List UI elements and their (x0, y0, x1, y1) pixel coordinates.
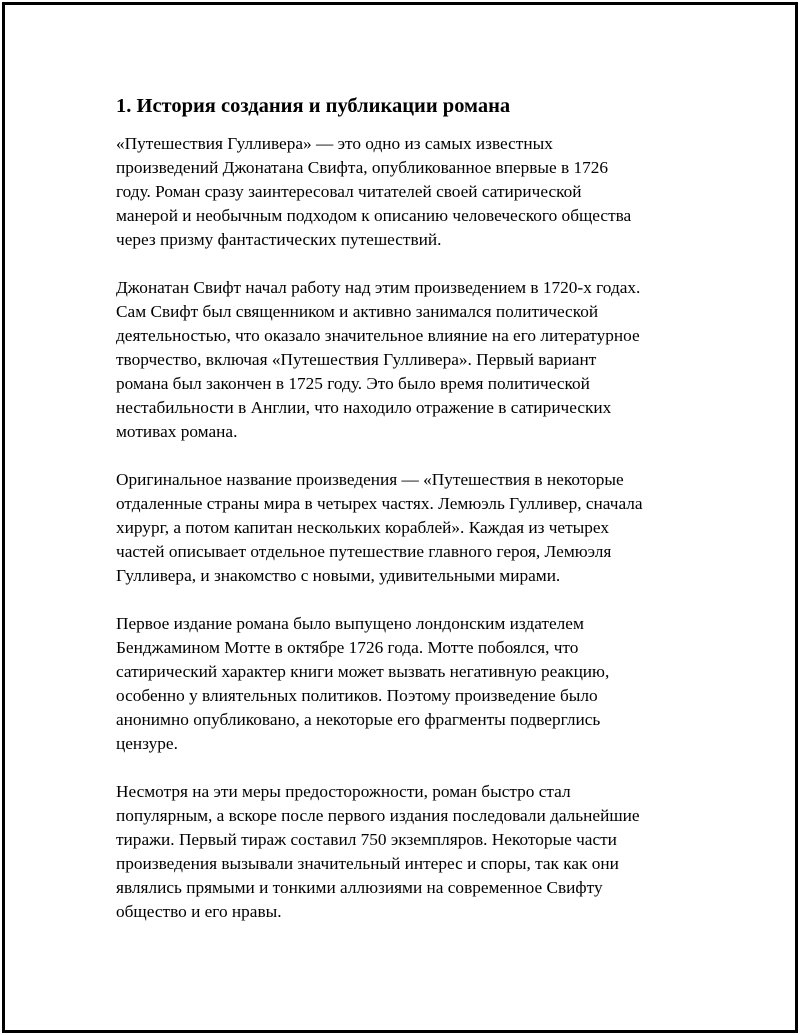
paragraph-line: Сам Свифт был священником и активно занимался политической (116, 302, 599, 321)
paragraph-line: Оригинальное название произведения — «Путешествия в некоторые (116, 470, 624, 489)
paragraph-line: популярным, а вскоре после первого издания последовали дальнейшие (116, 806, 640, 825)
paragraph-line: через призму фантастических путешествий. (116, 230, 442, 249)
paragraph-line: произведений Джонатана Свифта, опубликованное впервые в 1726 (116, 158, 609, 177)
paragraph-line: частей описывает отдельное путешествие главного героя, Лемюэля (116, 542, 612, 561)
section-heading: 1. История создания и публикации романа (116, 95, 511, 117)
paragraph-line: произведения вызывали значительный интерес и споры, так как они (116, 854, 619, 873)
paragraph-line: Несмотря на эти меры предосторожности, роман быстро стал (116, 782, 571, 801)
paragraph-line: сатирический характер книги может вызвать негативную реакцию, (116, 662, 610, 681)
paragraph-line: Гулливера, и знакомство с новыми, удивительными мирами. (116, 566, 561, 585)
paragraph-list (116, 132, 696, 924)
paragraph-line: тиражи. Первый тираж составил 750 экземпляров. Некоторые части (116, 830, 617, 849)
paragraph-line: анонимно опубликовано, а некоторые его фрагменты подверглись (116, 710, 601, 729)
paragraph-line: хирург, а потом капитан нескольких кораблей». Каждая из четырех (116, 518, 609, 537)
document-body (116, 92, 696, 948)
paragraph-line: общество и его нравы. (116, 902, 282, 921)
paragraph-line: деятельностью, что оказало значительное влияние на его литературное (116, 326, 640, 345)
paragraph-line: особенно у влиятельных политиков. Поэтому произведение было (116, 686, 598, 705)
paragraph-4 (116, 612, 696, 756)
paragraph-5 (116, 780, 696, 924)
paragraph-line: Первое издание романа было выпущено лондонским издателем (116, 614, 584, 633)
paragraph-line: году. Роман сразу заинтересовал читателей своей сатирической (116, 182, 582, 201)
paragraph-line: отдаленные страны мира в четырех частях. Лемюэль Гулливер, сначала (116, 494, 643, 513)
paragraph-line: цензуре. (116, 734, 178, 753)
paragraph-3 (116, 468, 696, 588)
paragraph-line: являлись прямыми и тонкими аллюзиями на современное Свифту (116, 878, 603, 897)
paragraph-line: романа был закончен в 1725 году. Это было время политической (116, 374, 590, 393)
paragraph-2 (116, 276, 696, 444)
paragraph-line: нестабильности в Англии, что находило отражение в сатирических (116, 398, 612, 417)
paragraph-line: манерой и необычным подходом к описанию человеческого общества (116, 206, 632, 225)
paragraph-line: Джонатан Свифт начал работу над этим произведением в 1720-х годах. (116, 278, 641, 297)
paragraph-line: Бенджамином Мотте в октябре 1726 года. Мотте побоялся, что (116, 638, 579, 657)
paragraph-line: «Путешествия Гулливера» — это одно из самых известных (116, 134, 553, 153)
paragraph-1 (116, 132, 696, 252)
paragraph-line: мотивах романа. (116, 422, 238, 441)
paragraph-line: творчество, включая «Путешествия Гулливера». Первый вариант (116, 350, 597, 369)
